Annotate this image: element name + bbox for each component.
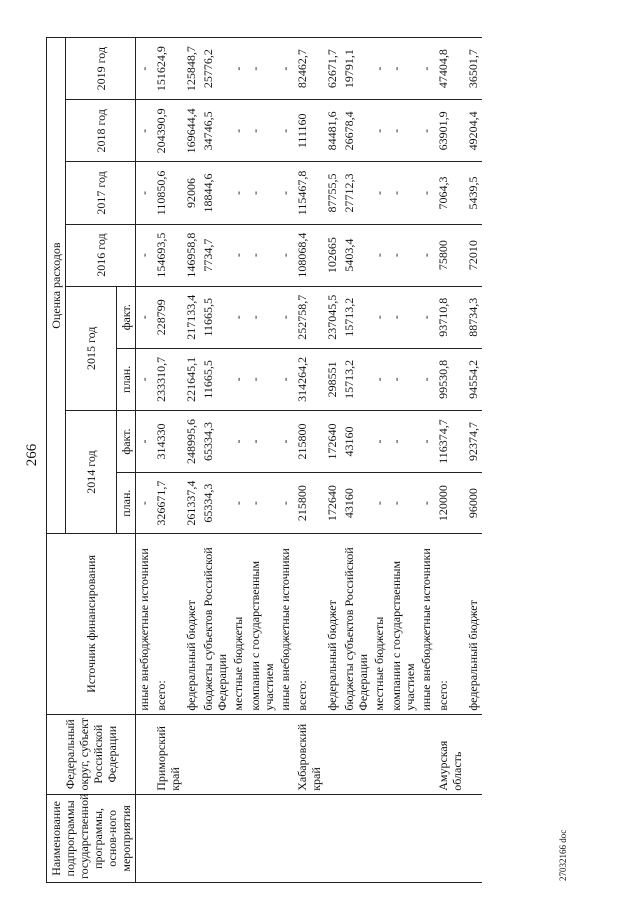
value-cell: - <box>136 348 154 410</box>
table-row <box>388 38 418 883</box>
region-cell <box>371 714 388 794</box>
value-cell: 36501,7 <box>465 38 482 100</box>
value-cell: 27712,3 <box>341 162 371 224</box>
region-cell <box>183 714 200 794</box>
value-cell: 237045,5 <box>324 286 341 348</box>
header-2014-fact: факт. <box>117 410 136 472</box>
value-cell: 92374,7 <box>465 410 482 472</box>
region-cell: Хабаровский край <box>294 714 324 794</box>
value-cell: 111160 <box>294 100 324 162</box>
value-cell: - <box>277 224 294 286</box>
value-cell: 7734,7 <box>200 224 230 286</box>
program-cell <box>200 794 230 882</box>
value-cell: - <box>371 473 388 534</box>
value-cell: - <box>371 162 388 224</box>
value-cell: 62671,7 <box>324 38 341 100</box>
program-cell <box>294 794 324 882</box>
value-cell: 87755,5 <box>324 162 341 224</box>
value-cell: 261337,4 <box>183 473 200 534</box>
expenditure-table <box>46 37 482 883</box>
value-cell: - <box>230 410 247 472</box>
table-row <box>371 38 388 883</box>
value-cell: - <box>388 286 418 348</box>
value-cell: - <box>277 38 294 100</box>
value-cell: 75800 <box>435 224 465 286</box>
value-cell: 110850,6 <box>153 162 183 224</box>
value-cell: - <box>371 100 388 162</box>
value-cell: 25776,2 <box>200 38 230 100</box>
value-cell: 326671,7 <box>153 473 183 534</box>
value-cell: 233310,7 <box>153 348 183 410</box>
program-cell <box>230 794 247 882</box>
table-row <box>341 38 371 883</box>
value-cell: 115467,8 <box>294 162 324 224</box>
value-cell: - <box>247 410 277 472</box>
value-cell: - <box>247 473 277 534</box>
value-cell: 19791,1 <box>341 38 371 100</box>
program-cell <box>418 794 435 882</box>
value-cell: 5403,4 <box>341 224 371 286</box>
header-2017: 2017 год <box>66 162 136 224</box>
source-cell: бюджеты субъектов Российской Федерации <box>200 534 230 714</box>
value-cell: - <box>277 162 294 224</box>
document-id: 27032166 doc <box>558 829 568 881</box>
value-cell: 204390,9 <box>153 100 183 162</box>
table-row <box>294 38 324 883</box>
value-cell: - <box>230 100 247 162</box>
value-cell: - <box>388 162 418 224</box>
program-cell <box>388 794 418 882</box>
value-cell: 248995,6 <box>183 410 200 472</box>
header-2018: 2018 год <box>66 100 136 162</box>
source-cell: местные бюджеты <box>371 534 388 714</box>
program-cell <box>341 794 371 882</box>
program-cell <box>435 794 465 882</box>
value-cell: - <box>136 38 154 100</box>
table-row <box>153 38 183 883</box>
value-cell: - <box>388 38 418 100</box>
value-cell: 154693,5 <box>153 224 183 286</box>
program-cell <box>277 794 294 882</box>
region-cell <box>324 714 341 794</box>
value-cell: 108068,4 <box>294 224 324 286</box>
region-cell <box>200 714 230 794</box>
value-cell: 26678,4 <box>341 100 371 162</box>
source-cell: иные внебюджетные источники <box>418 534 435 714</box>
program-cell <box>371 794 388 882</box>
value-cell: 169644,4 <box>183 100 200 162</box>
program-cell <box>324 794 341 882</box>
region-cell <box>341 714 371 794</box>
value-cell: 215800 <box>294 410 324 472</box>
value-cell: 298551 <box>324 348 341 410</box>
value-cell: 146958,8 <box>183 224 200 286</box>
header-program: Наименование подпрограммы государственной программы, основ-ного мероприятия <box>47 794 136 882</box>
value-cell: - <box>247 38 277 100</box>
table-row <box>418 38 435 883</box>
region-cell <box>247 714 277 794</box>
value-cell: - <box>136 224 154 286</box>
value-cell: 15713,2 <box>341 348 371 410</box>
value-cell: 221645,1 <box>183 348 200 410</box>
region-cell <box>465 714 482 794</box>
region-cell <box>418 714 435 794</box>
value-cell: 217133,4 <box>183 286 200 348</box>
value-cell: 116374,7 <box>435 410 465 472</box>
header-2015-fact: факт. <box>117 286 136 348</box>
value-cell: - <box>247 162 277 224</box>
value-cell: 102665 <box>324 224 341 286</box>
header-2015: 2015 год <box>66 286 117 410</box>
value-cell: 92006 <box>183 162 200 224</box>
value-cell: - <box>277 100 294 162</box>
value-cell: 94554,2 <box>465 348 482 410</box>
value-cell: - <box>230 473 247 534</box>
header-2016: 2016 год <box>66 224 136 286</box>
value-cell: 215800 <box>294 473 324 534</box>
region-cell <box>388 714 418 794</box>
value-cell: 63901,9 <box>435 100 465 162</box>
source-cell: всего: <box>294 534 324 714</box>
header-source: Источник финансирования <box>47 534 136 714</box>
value-cell: 11665,5 <box>200 348 230 410</box>
region-cell <box>136 714 154 794</box>
value-cell: 151624,9 <box>153 38 183 100</box>
program-cell <box>136 794 154 882</box>
program-cell <box>465 794 482 882</box>
value-cell: - <box>136 410 154 472</box>
value-cell: - <box>136 286 154 348</box>
value-cell: 18844,6 <box>200 162 230 224</box>
value-cell: - <box>388 348 418 410</box>
program-cell <box>247 794 277 882</box>
value-cell: - <box>230 224 247 286</box>
table-row <box>465 38 482 883</box>
source-cell: компании с государственным участием <box>388 534 418 714</box>
header-2019: 2019 год <box>66 38 136 100</box>
program-cell <box>153 794 183 882</box>
value-cell: - <box>388 473 418 534</box>
value-cell: - <box>418 38 435 100</box>
rotated-page <box>20 25 580 885</box>
value-cell: - <box>136 473 154 534</box>
value-cell: 172640 <box>324 473 341 534</box>
value-cell: - <box>277 473 294 534</box>
value-cell: - <box>418 100 435 162</box>
program-cell <box>183 794 200 882</box>
region-cell <box>277 714 294 794</box>
table-row <box>324 38 341 883</box>
header-2014-plan: план. <box>117 473 136 534</box>
value-cell: 96000 <box>465 473 482 534</box>
value-cell: 47404,8 <box>435 38 465 100</box>
value-cell: - <box>418 224 435 286</box>
value-cell: - <box>277 286 294 348</box>
value-cell: - <box>136 162 154 224</box>
source-cell: бюджеты субъектов Российской Федерации <box>341 534 371 714</box>
value-cell: - <box>371 286 388 348</box>
value-cell: 172640 <box>324 410 341 472</box>
value-cell: - <box>371 224 388 286</box>
header-2015-plan: план. <box>117 348 136 410</box>
value-cell: - <box>371 348 388 410</box>
value-cell: 120000 <box>435 473 465 534</box>
value-cell: - <box>418 473 435 534</box>
header-estimate-group: Оценка расходов <box>47 38 66 534</box>
table-row <box>435 38 465 883</box>
value-cell: - <box>247 348 277 410</box>
value-cell: 43160 <box>341 410 371 472</box>
value-cell: 7064,3 <box>435 162 465 224</box>
value-cell: - <box>247 100 277 162</box>
page-number: 266 <box>24 443 40 467</box>
table-row <box>183 38 200 883</box>
value-cell: - <box>418 286 435 348</box>
source-cell: федеральный бюджет <box>183 534 200 714</box>
value-cell: 82462,7 <box>294 38 324 100</box>
source-cell: иные внебюджетные источники <box>277 534 294 714</box>
table-row <box>230 38 247 883</box>
value-cell: 15713,2 <box>341 286 371 348</box>
value-cell: - <box>418 162 435 224</box>
source-cell: компании с государственным участием <box>247 534 277 714</box>
source-cell: федеральный бюджет <box>465 534 482 714</box>
value-cell: 72010 <box>465 224 482 286</box>
header-2014: 2014 год <box>66 410 117 533</box>
value-cell: - <box>230 162 247 224</box>
value-cell: 34746,5 <box>200 100 230 162</box>
value-cell: - <box>418 410 435 472</box>
value-cell: - <box>371 410 388 472</box>
value-cell: - <box>277 348 294 410</box>
value-cell: 99530,8 <box>435 348 465 410</box>
source-cell: иные внебюджетные источники <box>136 534 154 714</box>
source-cell: всего: <box>435 534 465 714</box>
source-cell: федеральный бюджет <box>324 534 341 714</box>
value-cell: 314330 <box>153 410 183 472</box>
value-cell: 125848,7 <box>183 38 200 100</box>
value-cell: 314264,2 <box>294 348 324 410</box>
region-cell: Амурская область <box>435 714 465 794</box>
value-cell: - <box>371 38 388 100</box>
value-cell: 65334,3 <box>200 473 230 534</box>
table-row <box>247 38 277 883</box>
value-cell: - <box>230 286 247 348</box>
table-row <box>136 38 154 883</box>
value-cell: 228799 <box>153 286 183 348</box>
value-cell: - <box>136 100 154 162</box>
value-cell: 252758,7 <box>294 286 324 348</box>
value-cell: - <box>247 224 277 286</box>
value-cell: - <box>388 100 418 162</box>
source-cell: всего: <box>153 534 183 714</box>
value-cell: - <box>388 410 418 472</box>
value-cell: 88734,3 <box>465 286 482 348</box>
table-row <box>277 38 294 883</box>
value-cell: - <box>247 286 277 348</box>
source-cell: местные бюджеты <box>230 534 247 714</box>
value-cell: - <box>418 348 435 410</box>
table-row <box>200 38 230 883</box>
region-cell: Приморский край <box>153 714 183 794</box>
value-cell: 84481,6 <box>324 100 341 162</box>
value-cell: - <box>388 224 418 286</box>
value-cell: 11665,5 <box>200 286 230 348</box>
value-cell: - <box>230 348 247 410</box>
value-cell: 5439,5 <box>465 162 482 224</box>
value-cell: 49204,4 <box>465 100 482 162</box>
value-cell: - <box>230 38 247 100</box>
value-cell: 65334,3 <box>200 410 230 472</box>
value-cell: 43160 <box>341 473 371 534</box>
region-cell <box>230 714 247 794</box>
value-cell: 93710,8 <box>435 286 465 348</box>
header-district: Федеральный округ, субъект Российской Федерации <box>47 714 136 794</box>
value-cell: - <box>277 410 294 472</box>
